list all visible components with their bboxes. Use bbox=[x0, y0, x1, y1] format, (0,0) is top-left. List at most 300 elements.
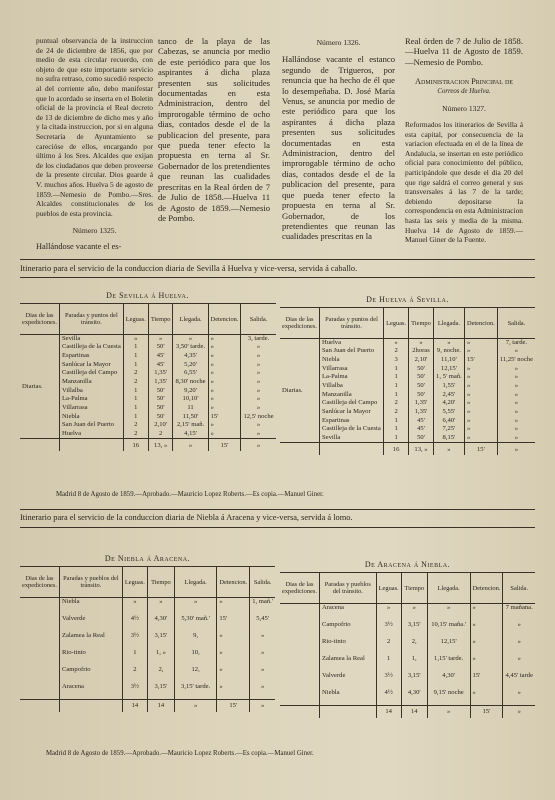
table-cell: Aracena bbox=[59, 683, 122, 700]
table-cell: 5,20' bbox=[173, 361, 208, 370]
table-cell: » bbox=[208, 361, 241, 370]
table-cell: 50' bbox=[409, 365, 434, 374]
col-header: Dias de las expediciones. bbox=[20, 304, 59, 335]
table-cell: » bbox=[427, 604, 470, 621]
table-cell: Valverde bbox=[319, 672, 376, 689]
table-cell: 3,15' bbox=[147, 632, 174, 649]
table-cell: Niebla bbox=[319, 689, 376, 706]
notice-1326-text: Hallándose vacante el estanco segundo de Trigueros, por renuncia que ha hecho de él que lo desempeñaba. D. José María Venus, se anuncia por medio de este periódico para que los aspirantes á dicha plaza presenten sus solicitudes documentadas en esta Administracion, dentro del improrogable término de ocho dias, contados desde el de la publicacion del presente, para que pueda tener efecto la propuesta en terna al Sr. Gobernador, de los pretendientes que reunan las cualidades prescritas en la bbox=[282, 54, 395, 242]
table-heading: De Huelva á Sevilla. bbox=[366, 295, 449, 304]
table-cell: 2 bbox=[384, 408, 409, 417]
table-cell: 1,35' bbox=[409, 408, 434, 417]
table-cell: 1,55' bbox=[433, 382, 464, 391]
table-cell: 1, bbox=[401, 655, 427, 672]
table-cell: » bbox=[470, 604, 503, 621]
table-cell: 6,40' bbox=[433, 417, 464, 426]
table-cell: » bbox=[470, 621, 503, 638]
table-row bbox=[280, 604, 535, 621]
divider bbox=[20, 259, 535, 260]
table-cell bbox=[20, 439, 59, 452]
table-cell: » bbox=[208, 430, 241, 439]
table-cell: Manzanilla bbox=[319, 391, 383, 400]
table-cell: » bbox=[173, 335, 208, 344]
table-cell: » bbox=[123, 335, 148, 344]
table-cell: Niebla bbox=[59, 598, 122, 615]
itinerary-2-title: Itinerario para el servicio de la conduccion diaria de Niebla á Aracena y vice-versa, servida á lomo. bbox=[20, 513, 353, 522]
table-cell: » bbox=[514, 425, 519, 433]
table-cell: 1 bbox=[123, 343, 148, 352]
table-cell: » bbox=[208, 378, 241, 387]
table-cell: » bbox=[148, 335, 173, 344]
table-cell: Zalamea la Real bbox=[319, 655, 376, 672]
table-cell: 1 bbox=[123, 387, 148, 396]
table-cell: Zalamea la Real bbox=[59, 632, 122, 649]
table-cell: 3½ bbox=[122, 632, 147, 649]
table-cell: » bbox=[517, 688, 521, 696]
notice-1325-start: Hallándose vacante el es- bbox=[36, 241, 122, 251]
table-cell: 50' bbox=[148, 413, 173, 422]
dias-cell bbox=[20, 598, 59, 700]
column-1 bbox=[36, 36, 153, 252]
col-header: Llegada. bbox=[433, 308, 464, 339]
table-cell: 4,15' bbox=[173, 430, 208, 439]
table-cell: 10, bbox=[174, 649, 216, 666]
table-cell: 2, bbox=[401, 638, 427, 655]
admin-heading: Administracion Principal de bbox=[414, 77, 513, 87]
table-cell: 1 bbox=[123, 404, 148, 413]
table-cell: 3½ bbox=[376, 621, 401, 638]
table-cell: 14 bbox=[147, 700, 174, 713]
table-cell: » bbox=[256, 351, 261, 359]
table-cell: » bbox=[514, 416, 519, 424]
signature-2: Madrid 8 de Agosto de 1859.—Aprobado.—Mauricio Lopez Roberts.—Es copia.—Manuel Giner. bbox=[46, 750, 314, 757]
table-cell: » bbox=[401, 604, 427, 621]
table-cell: 50' bbox=[409, 382, 434, 391]
table-cell: 50' bbox=[148, 404, 173, 413]
table-cell: » bbox=[503, 706, 535, 719]
table-cell: 4½ bbox=[376, 689, 401, 706]
table-cell: » bbox=[517, 637, 521, 645]
table-cell: » bbox=[208, 335, 241, 344]
table-cell: Valverde bbox=[59, 615, 122, 632]
col-header: Detencion. bbox=[464, 308, 497, 339]
itinerary-table bbox=[20, 566, 275, 712]
dias-cell bbox=[280, 604, 319, 706]
table-heading: De Sevilla á Huelva. bbox=[106, 291, 189, 300]
table-cell: Campofrio bbox=[319, 621, 376, 638]
signature-1: Madrid 8 de Agosto de 1859.—Aprobado.—Mauricio Lopez Roberts.—Es copia.—Manuel Giner. bbox=[56, 491, 324, 498]
col-header: Leguas. bbox=[384, 308, 409, 339]
table-cell: » bbox=[217, 666, 250, 683]
table-cell: 3, tarde. bbox=[247, 335, 270, 342]
table-cell: » bbox=[217, 683, 250, 700]
table-cell: Villarrasa bbox=[319, 365, 383, 374]
table-cell: 2 bbox=[123, 421, 148, 430]
table-cell: » bbox=[260, 631, 265, 639]
table-cell: 2,45' bbox=[433, 391, 464, 400]
table-cell: 7, tarde. bbox=[505, 339, 528, 346]
table-cell: 16 bbox=[123, 439, 148, 452]
table-cell: » bbox=[464, 347, 497, 356]
table-cell: 3½ bbox=[376, 672, 401, 689]
table-cell: 15' bbox=[208, 439, 241, 452]
table-cell: 12,15' bbox=[427, 638, 470, 655]
table-total-row bbox=[20, 439, 276, 452]
table-row bbox=[280, 339, 535, 348]
table-row bbox=[20, 335, 276, 344]
table-cell: 2 bbox=[122, 666, 147, 683]
table-cell: 1 bbox=[384, 434, 409, 443]
table-total-row bbox=[280, 706, 535, 719]
table-cell: » bbox=[174, 700, 216, 713]
table-cell: 1 bbox=[123, 395, 148, 404]
table-cell bbox=[280, 706, 319, 719]
itinerary-table bbox=[280, 307, 535, 455]
table-cell: Castilleja de la Cuesta bbox=[59, 343, 123, 352]
table-cell: 4,45' tarde bbox=[505, 671, 533, 679]
table-cell: Villalba bbox=[59, 387, 123, 396]
col-header: Paradas y puntos del tránsito. bbox=[59, 304, 123, 335]
table-cell: 11,25' noche bbox=[499, 355, 533, 363]
table-cell: 5,55' bbox=[433, 408, 464, 417]
table-cell: » bbox=[147, 598, 174, 615]
table-heading: De Niebla á Aracena. bbox=[104, 554, 191, 563]
col-header: Salida. bbox=[250, 567, 275, 598]
table-cell: 45' bbox=[148, 352, 173, 361]
table-cell: Campofrio bbox=[59, 666, 122, 683]
table-cell: 2 bbox=[123, 430, 148, 439]
table-cell: 2 bbox=[148, 430, 173, 439]
table-cell: » bbox=[384, 339, 409, 348]
table-cell: » bbox=[433, 339, 464, 348]
table-cell: 12,5' noche bbox=[243, 412, 274, 420]
table-cell: San Juan del Puerto bbox=[319, 347, 383, 356]
table-cell: 45' bbox=[148, 361, 173, 370]
table-cell: Sanlúcar la Mayor bbox=[59, 361, 123, 370]
table-cell: 4,30' bbox=[147, 615, 174, 632]
table-cell: 1 bbox=[384, 417, 409, 426]
divider bbox=[20, 509, 535, 510]
table-cell: » bbox=[376, 604, 401, 621]
table-cell: 9, bbox=[174, 632, 216, 649]
table-cell: » bbox=[470, 655, 503, 672]
table-cell: 5,30' mañ.' bbox=[174, 615, 216, 632]
table-cell: Castilleja de la Cuesta bbox=[319, 425, 383, 434]
table-cell: » bbox=[433, 443, 464, 456]
table-cell: 7,25' bbox=[433, 425, 464, 434]
table-cell: 2,10' bbox=[148, 421, 173, 430]
table-cell: » bbox=[260, 682, 265, 690]
table-cell: » bbox=[217, 649, 250, 666]
table-cell: » bbox=[256, 421, 261, 429]
table-cell: 7 mañana. bbox=[505, 604, 533, 611]
table-cell: » bbox=[427, 706, 470, 719]
table-cell: » bbox=[256, 386, 261, 394]
table-cell: 15' bbox=[217, 615, 250, 632]
table-cell: Castilleja del Campo bbox=[319, 399, 383, 408]
table-cell: » bbox=[514, 408, 519, 415]
table-cell: Niebla bbox=[319, 356, 383, 365]
col-header: Paradas y pueblos del tránsito. bbox=[319, 573, 376, 604]
table-cell: » bbox=[517, 620, 521, 628]
table-cell bbox=[319, 706, 376, 719]
table-cell: » bbox=[256, 404, 261, 411]
table-cell: Rio-tinto bbox=[59, 649, 122, 666]
table-cell: » bbox=[464, 408, 497, 417]
itinerary-1-title: Itinerario para el servicio de la conduccion diaria de Sevilla á Huelva y vice-versa, servida á caballo. bbox=[20, 264, 358, 273]
table-cell: » bbox=[464, 373, 497, 382]
table-cell: » bbox=[497, 443, 535, 456]
table-cell: » bbox=[464, 399, 497, 408]
table-cell: » bbox=[208, 387, 241, 396]
table-cell: 10,15' maña.' bbox=[427, 621, 470, 638]
table-cell: 1 bbox=[123, 352, 148, 361]
table-cell: 9,20' bbox=[173, 387, 208, 396]
col-header: Leguas. bbox=[376, 573, 401, 604]
table-cell: 1 bbox=[123, 361, 148, 370]
table-cell: » bbox=[470, 638, 503, 655]
table-cell: 3,15' tarde. bbox=[174, 683, 216, 700]
table-cell: 4,30' bbox=[401, 689, 427, 706]
table-cell bbox=[280, 443, 319, 456]
table-cell: » bbox=[208, 395, 241, 404]
table-cell: 45' bbox=[409, 417, 434, 426]
table-cell: San Juan del Puerto bbox=[59, 421, 123, 430]
table-cell: » bbox=[464, 417, 497, 426]
col-header: Tiempo bbox=[409, 308, 434, 339]
table-cell: Sevilla bbox=[319, 434, 383, 443]
table-cell: 15' bbox=[217, 700, 250, 713]
table-cell: » bbox=[256, 377, 261, 385]
table-cell: » bbox=[217, 598, 250, 615]
col-header: Tiempo bbox=[401, 573, 427, 604]
table-cell: Espartinas bbox=[319, 417, 383, 426]
table-cell: 4,30' bbox=[427, 672, 470, 689]
table-cell bbox=[59, 700, 122, 713]
table-cell: 50' bbox=[148, 343, 173, 352]
col-header: Llegada. bbox=[173, 304, 208, 335]
table-cell: 2 bbox=[123, 378, 148, 387]
table-cell: » bbox=[464, 391, 497, 400]
table-cell: 3½ bbox=[122, 683, 147, 700]
table-cell: » bbox=[514, 364, 519, 372]
table-cell: » bbox=[208, 421, 241, 430]
table-cell: 1 bbox=[376, 655, 401, 672]
table-cell: 11,10' bbox=[433, 356, 464, 365]
table-cell: » bbox=[208, 343, 241, 352]
table-cell: » bbox=[514, 373, 519, 381]
table-cell: 14 bbox=[122, 700, 147, 713]
table-cell: » bbox=[173, 439, 208, 452]
divider bbox=[20, 527, 535, 528]
table-cell: Castilleja del Campo bbox=[59, 369, 123, 378]
col-header: Leguas. bbox=[122, 567, 147, 598]
table-cell: 4,20' bbox=[433, 399, 464, 408]
notice-number-1325: Número 1325. bbox=[72, 226, 117, 236]
col-header: Llegada. bbox=[174, 567, 216, 598]
table-cell: Huelva bbox=[59, 430, 123, 439]
table-cell: 2horas bbox=[409, 347, 434, 356]
col-header: Salida. bbox=[497, 308, 535, 339]
notice-number-1326: Número 1326. bbox=[316, 38, 361, 47]
table-cell: 8,30' noche bbox=[173, 378, 208, 387]
table-cell: Sanlúcar la Mayor bbox=[319, 408, 383, 417]
table-cell: » bbox=[514, 347, 519, 355]
table-row bbox=[20, 598, 275, 615]
table-cell: Huelva bbox=[319, 339, 383, 348]
table-cell: 6,55' bbox=[173, 369, 208, 378]
table-cell: 1,15' tarde. bbox=[427, 655, 470, 672]
itinerary-table bbox=[280, 572, 535, 718]
table-cell: 9,15' noche bbox=[427, 689, 470, 706]
notice-number-1327: Número 1327. bbox=[442, 104, 486, 114]
table-cell: 50' bbox=[148, 395, 173, 404]
table-cell: 1 bbox=[384, 365, 409, 374]
table-cell: » bbox=[514, 381, 519, 389]
table-cell: » bbox=[470, 689, 503, 706]
col-header: Salida. bbox=[241, 304, 276, 335]
table-cell: 8,15' bbox=[433, 434, 464, 443]
table-cell: » bbox=[517, 654, 521, 662]
table-cell: » bbox=[260, 665, 265, 673]
table-cell: 1,35' bbox=[409, 399, 434, 408]
table-cell: 13, » bbox=[148, 439, 173, 452]
table-cell: » bbox=[260, 648, 265, 656]
table-cell bbox=[59, 439, 123, 452]
column-2 bbox=[158, 36, 270, 223]
table-cell: 4½ bbox=[122, 615, 147, 632]
col-header: Detencion. bbox=[470, 573, 503, 604]
dias-cell: Diarias. bbox=[20, 335, 59, 439]
table-cell: 1 bbox=[122, 649, 147, 666]
table-cell: » bbox=[256, 369, 261, 377]
table-cell: » bbox=[464, 339, 497, 348]
table-cell: 1,35' bbox=[148, 378, 173, 387]
table-cell: 1 bbox=[123, 413, 148, 422]
table-cell: 1 bbox=[384, 425, 409, 434]
col-header: Dias de las expediciones. bbox=[280, 308, 319, 339]
table-cell: 50' bbox=[409, 391, 434, 400]
table-cell: 15' bbox=[464, 356, 497, 365]
table-cell: 2 bbox=[384, 347, 409, 356]
table-cell: 2, bbox=[147, 666, 174, 683]
table-cell: 15' bbox=[464, 443, 497, 456]
table-cell: Villarrasa bbox=[59, 404, 123, 413]
table-cell: 1 bbox=[384, 382, 409, 391]
table-cell: 2 bbox=[384, 399, 409, 408]
table-cell: 13, » bbox=[409, 443, 434, 456]
table-cell: » bbox=[409, 339, 434, 348]
table-cell bbox=[319, 443, 383, 456]
table-cell: 9, noche. bbox=[433, 347, 464, 356]
table-cell: 11,50' bbox=[173, 413, 208, 422]
table-cell: 50' bbox=[409, 373, 434, 382]
table-sevilla-huelva bbox=[20, 289, 275, 451]
table-cell: Espartinas bbox=[59, 352, 123, 361]
table-cell: » bbox=[464, 382, 497, 391]
table-cell: » bbox=[208, 352, 241, 361]
table-cell bbox=[20, 700, 59, 713]
circular-text: puntual observancia de la instruccion de 24 de diciembre de 1856, que por medio de esta circular recuerdo, con objeto de que este importante servicio no sufra retraso, como sucedió respecto al del corriente año, debo manifestar que lo acordado se inserta en el Boletin oficial de la provincia el Real decreto de 13 de diciembre de dicho mes y año y la citada instruccion, por si en alguna Secretaría de Ayuntamiento se carecióse de ellos, encargando por último á los Sres. Alcaldes que exijan de los ciudadanos que deben proveerse de la presente circular. Dios guarde á V. muchos años. Huelva 5 de agosto de 1859.—Nemesio de Pombo.—Sres. Alcaldes constitucionales de los pueblos de esta provincia. bbox=[36, 36, 153, 218]
table-cell: » bbox=[241, 439, 276, 452]
table-cell: 1, » bbox=[147, 649, 174, 666]
table-cell: 2 bbox=[123, 369, 148, 378]
table-cell: » bbox=[208, 404, 241, 413]
col-header: Paradas y pueblos del tránsito. bbox=[59, 567, 122, 598]
table-cell: Aracena bbox=[319, 604, 376, 621]
table-cell: 12,15' bbox=[433, 365, 464, 374]
table-cell: 2 bbox=[376, 638, 401, 655]
table-cell: 50' bbox=[148, 387, 173, 396]
table-cell: » bbox=[256, 360, 261, 368]
table-cell: » bbox=[514, 434, 519, 442]
table-cell: Niebla bbox=[59, 413, 123, 422]
table-cell: 15' bbox=[470, 672, 503, 689]
col-header: Detencion. bbox=[217, 567, 250, 598]
table-cell: 1 bbox=[384, 391, 409, 400]
table-cell: » bbox=[250, 700, 275, 713]
table-cell: 1, mañ.' bbox=[252, 598, 273, 605]
col-header: Leguas. bbox=[123, 304, 148, 335]
table-cell: Rio-tinto bbox=[319, 638, 376, 655]
table-total-row bbox=[280, 443, 535, 456]
table-cell: 3,50' tarde. bbox=[173, 343, 208, 352]
col-header: Salida. bbox=[503, 573, 535, 604]
table-heading: De Aracena á Niebla. bbox=[364, 560, 451, 569]
table-cell: La-Palma bbox=[59, 395, 123, 404]
table-cell: 16 bbox=[384, 443, 409, 456]
table-cell: Manzanilla bbox=[59, 378, 123, 387]
table-niebla-aracena bbox=[20, 552, 275, 712]
table-cell: 10,10' bbox=[173, 395, 208, 404]
table-cell: » bbox=[256, 395, 261, 403]
table-cell: 14 bbox=[401, 706, 427, 719]
notice-1326-end: Real órden de 7 de Julio de 1858.—Huelva 11 de Agosto de 1859.—Nemesio de Pombo. bbox=[405, 36, 523, 67]
table-cell: 2,15' mañ. bbox=[173, 421, 208, 430]
table-cell: 1, 5' mañ. bbox=[433, 373, 464, 382]
table-cell: » bbox=[122, 598, 147, 615]
col-header: Llegada. bbox=[427, 573, 470, 604]
table-cell: 1,35' bbox=[148, 369, 173, 378]
table-cell: 15' bbox=[208, 413, 241, 422]
table-cell: 3,15' bbox=[147, 683, 174, 700]
table-aracena-niebla bbox=[280, 558, 535, 718]
table-cell: » bbox=[514, 390, 519, 398]
itinerary-table bbox=[20, 303, 276, 451]
table-cell: 2,10' bbox=[409, 356, 434, 365]
table-cell: » bbox=[208, 369, 241, 378]
col-header: Paradas y puntos del tránsito. bbox=[319, 308, 383, 339]
notice-1325-text: tanco de la playa de las Cabezas, se anuncia por medio de este periódico para que los aspirantes á dicha plaza presenten sus solicitudes documentadas en esta Administracion, dentro del improrogable término de ocho dias, contados desde el de la publicacion del presente, para que pueda tener efecto la propuesta en terna al Sr. Gobernador de los pretendientes que reunan las cualidades prescritas en la Real órden de 7 de Julio de 1858.—Huelva 11 de Agosto de 1859.—Nemesio de Pombo. bbox=[158, 36, 270, 223]
col-header: Dias de las expediciones. bbox=[20, 567, 59, 598]
table-cell: » bbox=[514, 399, 519, 407]
divider bbox=[20, 277, 535, 278]
admin-subheading: Correos de Huelva. bbox=[437, 87, 491, 95]
table-cell: 15' bbox=[470, 706, 503, 719]
table-cell: » bbox=[256, 430, 261, 438]
table-cell: » bbox=[217, 632, 250, 649]
col-header: Tiempo bbox=[148, 304, 173, 335]
table-cell: 11 bbox=[173, 404, 208, 413]
table-cell: » bbox=[464, 365, 497, 374]
col-header: Detencion. bbox=[208, 304, 241, 335]
table-cell: 3,15' bbox=[401, 672, 427, 689]
table-cell: 1 bbox=[384, 373, 409, 382]
table-cell: Villalba bbox=[319, 382, 383, 391]
dias-cell: Diarias. bbox=[280, 339, 319, 443]
table-cell: La-Palma bbox=[319, 373, 383, 382]
col-header: Tiempo bbox=[147, 567, 174, 598]
